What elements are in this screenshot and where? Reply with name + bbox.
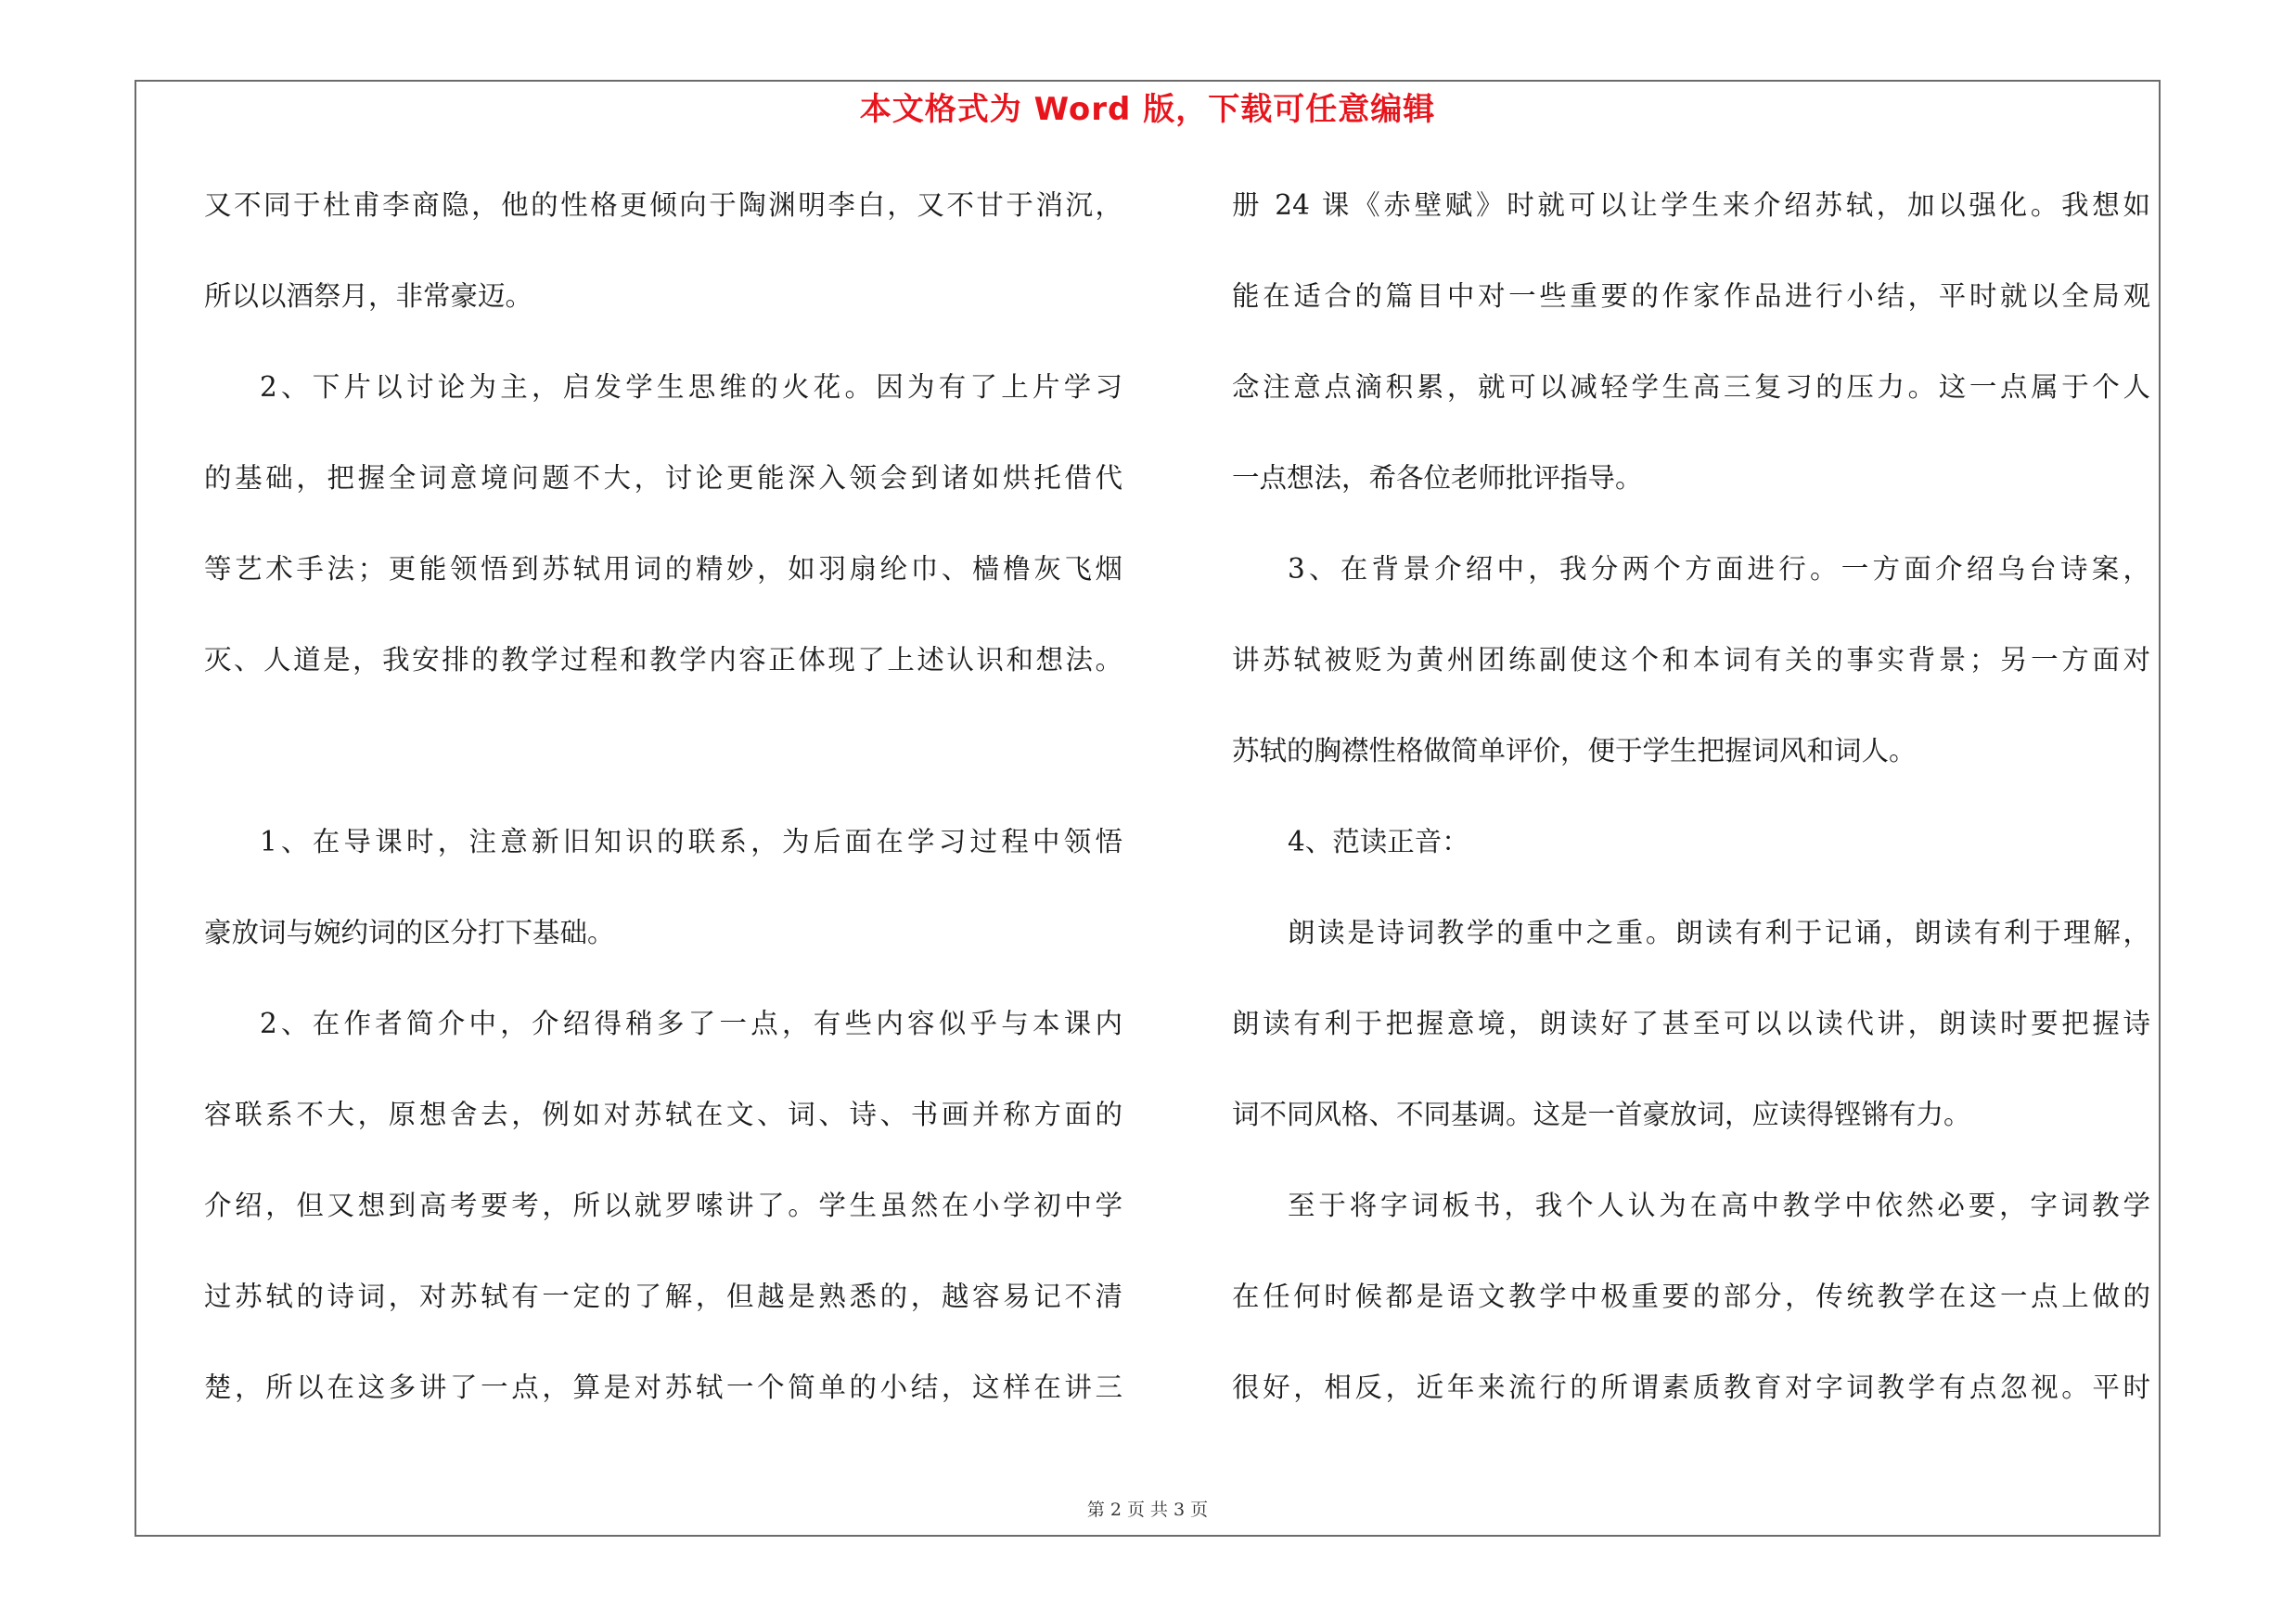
text-line: 4、范读正音： — [1288, 826, 1469, 857]
text-line: 在任何时候都是语文教学中极重要的部分，传统教学在这一点上做的 — [1232, 1281, 2150, 1312]
text-line: 一点想法，希各位老师批评指导。 — [1232, 462, 1643, 494]
format-banner: 本文格式为 Word 版，下载可任意编辑 — [859, 91, 1436, 128]
text-line: 等艺术手法；更能领悟到苏轼用词的精妙，如羽扇纶巾、樯橹灰飞烟 — [204, 553, 1122, 585]
text-line: 朗读是诗词教学的重中之重。朗读有利于记诵，朗读有利于理解， — [1288, 917, 2150, 948]
text-line: 2、在作者简介中，介绍得稍多了一点，有些内容似乎与本课内 — [260, 1008, 1122, 1039]
text-line: 楚，所以在这多讲了一点，算是对苏轼一个简单的小结，这样在讲三 — [204, 1372, 1122, 1403]
text-line: 3、在背景介绍中，我分两个方面进行。一方面介绍乌台诗案， — [1288, 553, 2150, 585]
text-line: 苏轼的胸襟性格做简单评价，便于学生把握词风和词人。 — [1232, 735, 1917, 766]
text-line: 词不同风格、不同基调。这是一首豪放词，应读得铿锵有力。 — [1232, 1099, 1971, 1130]
text-line: 朗读有利于把握意境，朗读好了甚至可以以读代讲，朗读时要把握诗 — [1232, 1008, 2150, 1039]
text-line: 又不同于杜甫李商隐，他的性格更倾向于陶渊明李白，又不甘于消沉， — [204, 189, 1122, 221]
text-line: 1、在导课时，注意新旧知识的联系，为后面在学习过程中领悟 — [260, 826, 1122, 857]
text-line: 至于将字词板书，我个人认为在高中教学中依然必要，字词教学 — [1288, 1190, 2150, 1221]
text-line: 2、下片以讨论为主，启发学生思维的火花。因为有了上片学习 — [260, 371, 1122, 403]
text-line: 的基础，把握全词意境问题不大，讨论更能深入领会到诸如烘托借代 — [204, 462, 1122, 494]
text-line: 豪放词与婉约词的区分打下基础。 — [204, 917, 615, 948]
text-line: 讲苏轼被贬为黄州团练副使这个和本词有关的事实背景；另一方面对 — [1232, 644, 2150, 676]
text-line: 过苏轼的诗词，对苏轼有一定的了解，但越是熟悉的，越容易记不清 — [204, 1281, 1122, 1312]
text-line: 能在适合的篇目中对一些重要的作家作品进行小结，平时就以全局观 — [1232, 280, 2150, 312]
text-line: 册 24 课《赤壁赋》时就可以让学生来介绍苏轼，加以强化。我想如 — [1232, 189, 2150, 221]
text-line: 介绍，但又想到高考要考，所以就罗嗦讲了。学生虽然在小学初中学 — [204, 1190, 1122, 1221]
page-number-footer: 第 2 页 共 3 页 — [1086, 1500, 1209, 1520]
text-line: 容联系不大，原想舍去，例如对苏轼在文、词、诗、书画并称方面的 — [204, 1099, 1122, 1130]
blank-line — [204, 728, 1122, 774]
text-line: 所以以酒祭月，非常豪迈。 — [204, 280, 533, 312]
text-line: 念注意点滴积累，就可以减轻学生高三复习的压力。这一点属于个人 — [1232, 371, 2150, 403]
text-line: 灭、人道是，我安排的教学过程和教学内容正体现了上述认识和想法。 — [204, 644, 1122, 676]
text-line: 很好，相反，近年来流行的所谓素质教育对字词教学有点忽视。平时 — [1232, 1372, 2150, 1403]
